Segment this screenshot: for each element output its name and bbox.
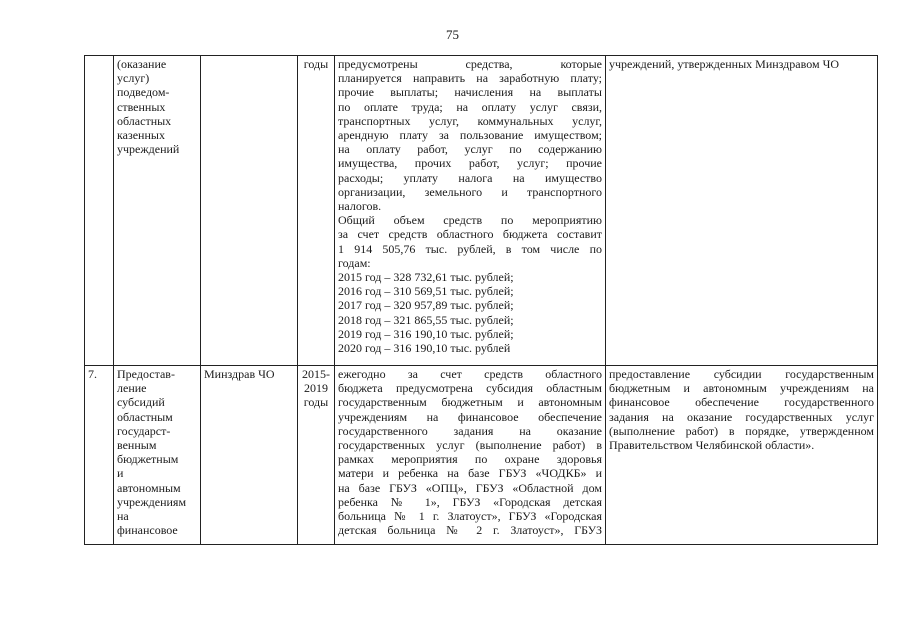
text-line: государственного задания на оказание [338,423,602,438]
text-line: детская больница № 2 г. Златоуст», ГБУЗ [338,523,602,538]
text-line: годы [303,57,329,71]
text-line: 2016 год – 310 569,51 тыс. рублей; [338,284,514,299]
measure-name-cell [114,366,201,545]
text-line: (оказание [117,57,167,71]
measures-table [84,55,878,545]
text-line: подведом- [117,85,170,100]
text-line: финансовое обеспечение государственного [609,395,874,410]
text-line: ственных [117,99,166,114]
description-cell [335,56,606,366]
text-line: за счет средств областного бюджета составит [338,227,602,242]
executor-cell: Минздрав ЧО [201,366,298,545]
text-line: на [117,509,129,524]
text-line: 2017 год – 320 957,89 тыс. рублей; [338,298,514,313]
text-line: 2020 год – 316 190,10 тыс. рублей [338,341,511,356]
text-line: венным [117,438,157,453]
text-line: имущества, прочих работ, услуг; прочие [338,156,602,171]
text-line: учреждений, утвержденных Минздравом ЧО [609,57,840,71]
text-line: рамках мероприятия по охране здоровья [338,452,602,467]
table-row [85,56,878,366]
text-line: бюджета предусмотрена субсидия областным [338,381,602,396]
text-line: 2015 год – 328 732,61 тыс. рублей; [338,270,514,285]
text-line: областных [117,113,172,128]
text-line: расходы; уплату налога на имущество [338,170,602,185]
text-line: 2015- [302,367,330,381]
text-line: на базе ГБУЗ «ОПЦ», ГБУЗ «Областной дом [338,480,602,495]
text-line: больница № 1 г. Златоуст», ГБУЗ «Городская [338,509,602,524]
text-line: 1 914 505,76 тыс. рублей, в том числе по [338,241,602,256]
text-line: ребенка № 1», ГБУЗ «Городская детская [338,494,602,509]
text-line: бюджетным и автономным учреждениям на [609,381,874,396]
term-cell [298,56,335,366]
text-line: предоставление субсидии государственным [609,367,874,381]
text-line: учреждениям [117,494,187,509]
page-number: 75 [446,27,459,42]
text-line: ление [117,381,147,396]
text-line: 2018 год – 321 865,55 тыс. рублей; [338,312,514,327]
measure-name-cell [114,56,201,366]
text-line: Общий объем средств по мероприятию [338,213,602,228]
term-cell [298,366,335,545]
text-line: задания на оказание государственных услуг [609,409,874,424]
text-line: субсидий [117,395,165,410]
text-line: организации, земельного и транспортного [338,184,602,199]
text-line: Правительством Челябинской области». [609,438,815,453]
text-line: бюджетным [117,452,179,467]
row-number-cell: 7. [85,366,114,545]
text-line: (выполнение работ) в порядке, утвержденном [609,423,874,438]
text-line: налогов. [338,199,382,214]
text-line: учреждений [117,142,180,157]
row-number-cell [85,56,114,366]
text-line: областным [117,409,173,424]
text-line: услуг) [117,71,150,86]
text-line: матери и ребенка на базе ГБУЗ «ЧОДКБ» и [338,466,602,481]
text-line: годам: [338,255,371,270]
table-row [85,366,878,545]
text-line: планируется направить на заработную плату; [338,71,602,86]
text-line: ежегодно за счет средств областного [338,367,602,381]
text-line: государственным бюджетным и автономным [338,395,602,410]
executor-cell [201,56,298,366]
text-line: арендную плату за пользование имуществом; [338,128,602,143]
text-line: автономным [117,480,181,495]
text-line: предусмотрены средства, которые [338,57,602,71]
text-line: годы [303,395,329,410]
text-line: учреждениям на финансовое обеспечение [338,409,602,424]
basis-cell [606,56,878,366]
description-cell [335,366,606,545]
text-line: по оплате труда; на оплату услуг связи, [338,99,602,114]
text-line: государственных услуг (выполнение работ) в [338,438,602,453]
text-line: казенных [117,128,165,143]
text-line: прочие выплаты; начисления на выплаты [338,85,602,100]
text-line: транспортных услуг, коммунальных услуг, [338,113,602,128]
text-line: 2019 [304,381,328,396]
text-line: на оплату работ, услуг по содержанию [338,142,602,157]
text-line: государст- [117,423,171,438]
text-line: Предостав- [117,367,175,381]
text-line: финансовое [117,523,178,538]
text-line: 2019 год – 316 190,10 тыс. рублей; [338,326,514,341]
basis-cell [606,366,878,545]
text-line: и [117,466,124,481]
